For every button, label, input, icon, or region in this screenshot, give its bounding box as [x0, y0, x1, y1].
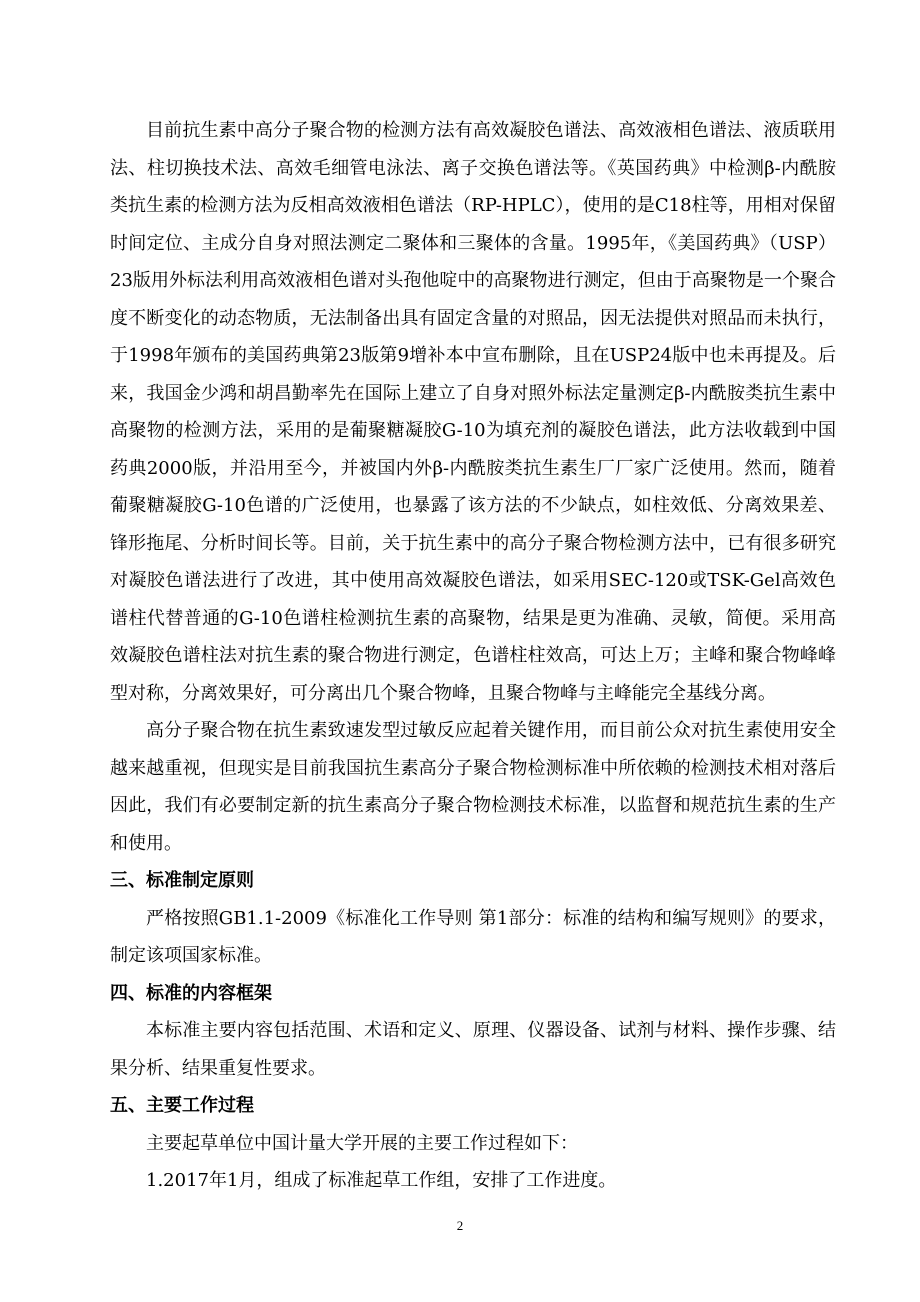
- paragraph-principles: 严格按照GB1.1-2009《标准化工作导则 第1部分：标准的结构和编写规则》的要求，制定该项国家标准。: [110, 907, 836, 966]
- paragraph-necessity: 高分子聚合物在抗生素致速发型过敏反应起着关键作用，而目前公众对抗生素使用安全越来越重视，但现实是目前我国抗生素高分子聚合物检测标准中所依赖的检测技术相对落后 因此，我们有必要制定新的抗生素高分子聚合物检测技术标准，以监督和规范抗生素的生产和使用。: [110, 720, 836, 854]
- paragraph-framework: 本标准主要内容包括范围、术语和定义、原理、仪器设备、试剂与材料、操作步骤、结果分析、结果重复性要求。: [110, 1020, 836, 1079]
- section-heading-work-process: 五、主要工作过程: [110, 1095, 254, 1116]
- page-content: [110, 112, 836, 1200]
- paragraph-work-process-intro: 主要起草单位中国计量大学开展的主要工作过程如下：: [146, 1132, 578, 1154]
- page-number: 2: [456, 1218, 464, 1233]
- paragraph-work-process-item-1: 1.2017年1月，组成了标准起草工作组，安排了工作进度。: [146, 1170, 617, 1191]
- section-heading-framework: 四、标准的内容框架: [110, 982, 272, 1004]
- paragraph-detection-methods: 目前抗生素中高分子聚合物的检测方法有高效凝胶色谱法、高效液相色谱法、液质联用法、柱切换技术法、高效毛细管电泳法、离子交换色谱法等。《英国药典》中检测β-内酰胺类抗生素的检测方法为反相高效液相色谱法（RP-HPLC），使用的是C18柱等，用相对保留时间定位、主成分自身对照法测定二聚体和三聚体的含量。1995年，《美国药典》（USP）23版用外标法利用高效液相色谱对头孢他啶中的高聚物进行测定，但由于高聚物是一个聚合度不断变化的动态物质，无法制备出具有固定含量的对照品，因无法提供对照品而未执行，于1998年颁布的美国药典第23版第9增补本中宣布删除，且在USP24版中也未再提及。后来，我国金少鸿和胡昌勤率先在国际上建立了自身对照外标法定量测定β-内酰胺类抗生素中高聚物的检测方法，采用的是葡聚糖凝胶G-10为填充剂的凝胶色谱法，此方法收载到中国药典2000版，并沿用至今，并被国内外β-内酰胺类抗生素生厂厂家广泛使用。然而，随着葡聚糖凝胶G-10色谱的广泛使用，也暴露了该方法的不少缺点，如柱效低、分离效果差、锋形拖尾、分析时间长等。目前，关于抗生素中的高分子聚合物检测方法中，已有很多研究对凝胶色谱法进行了改进，其中使用高效凝胶色谱法，如采用SEC-120或TSK-Gel高效色谱柱代替普通的G-10色谱柱检测抗生素的高聚物，结果是更为准确、灵敏，简便。采用高效凝胶色谱柱法对抗生素的聚合物进行测定，色谱柱柱效高，可达上万；主峰和聚合物峰峰型对称，分离效果好，可分离出几个聚合物峰，且聚合物峰与主峰能完全基线分离。: [110, 120, 836, 704]
- section-heading-principles: 三、标准制定原则: [110, 870, 254, 891]
